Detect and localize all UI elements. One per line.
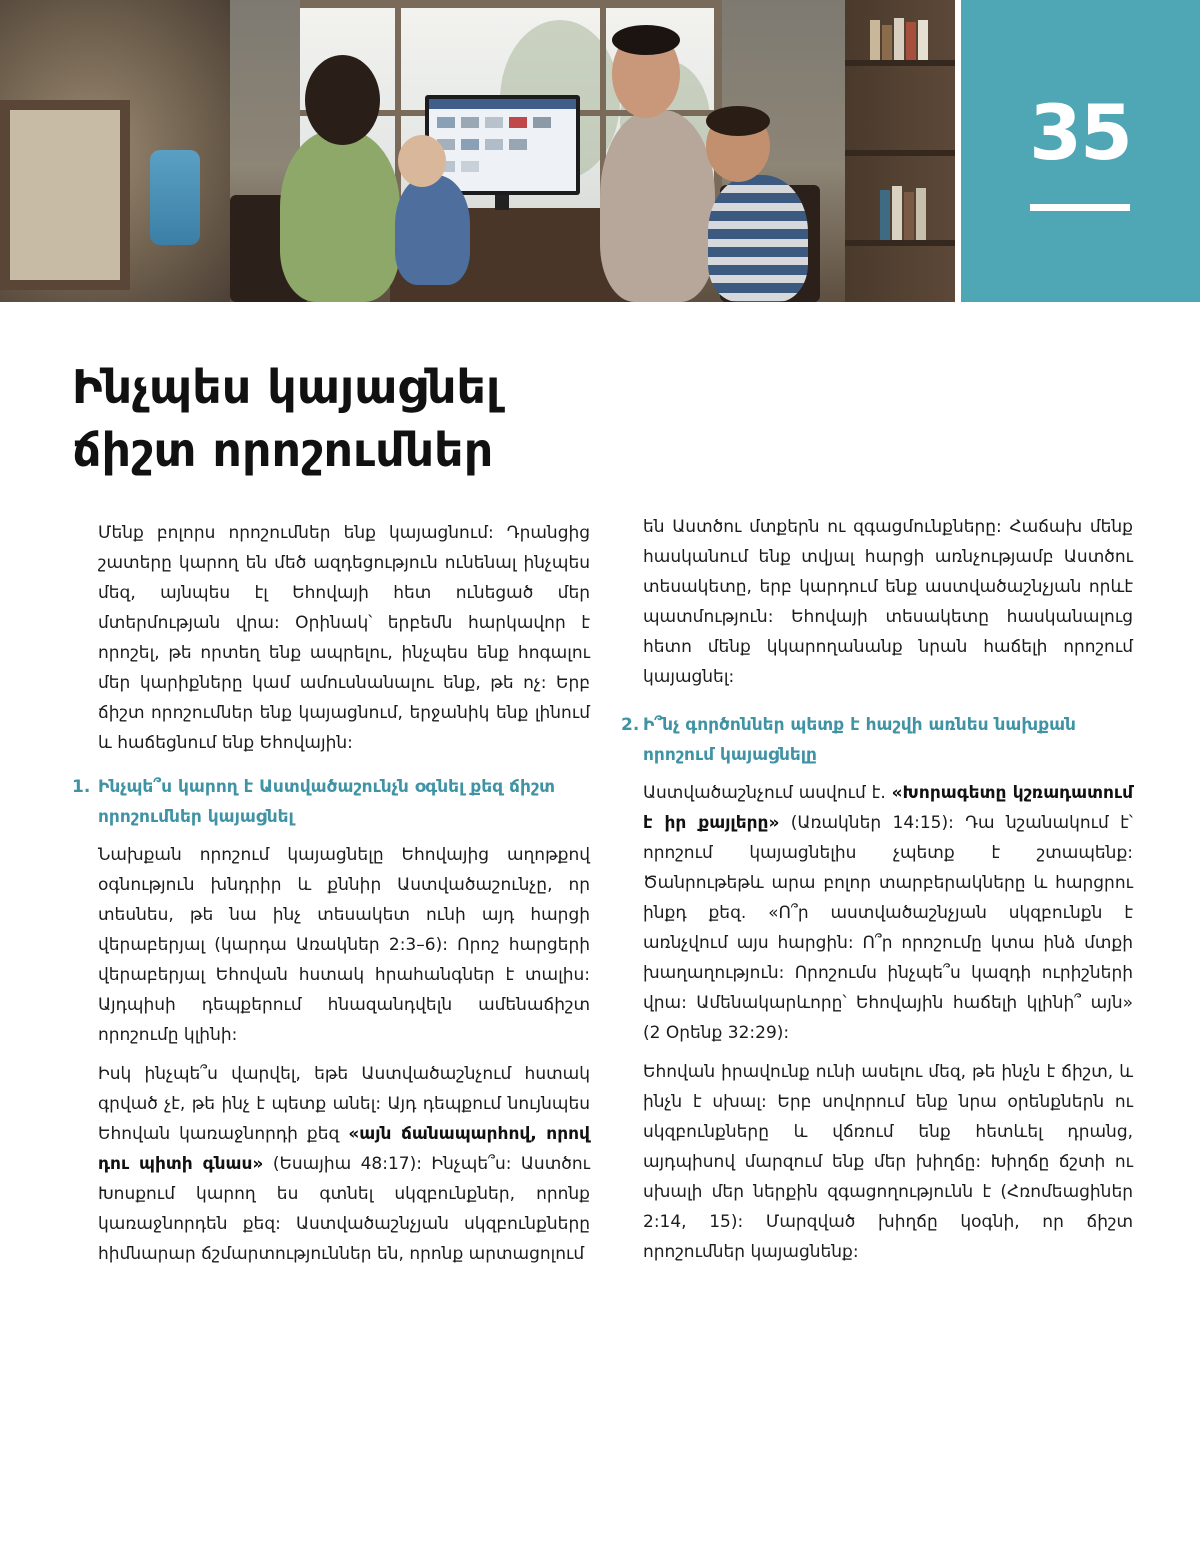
father-figure — [600, 110, 715, 302]
section-1-heading — [72, 772, 590, 832]
section-1-heading-text: Ինչպե՞ս կարող է Աստվածաշունչն օգնել քեզ ճիշտ որոշումներ կայացնել — [98, 777, 556, 827]
scripture-quote-proverbs: «Խորագետը կշռադատում է իր քայլերը» — [643, 783, 1134, 833]
section-1-paragraph-2 — [98, 1059, 590, 1269]
right-column — [621, 512, 1134, 1276]
section-1-number: 1. — [72, 777, 91, 797]
section-2-heading-text: Ի՞նչ գործոններ պետք է հաշվի առնես նախքան որոշում կայացնելը — [643, 715, 1076, 765]
sippy-cup — [150, 150, 200, 245]
section-2-heading — [621, 710, 1133, 770]
boy-figure — [708, 175, 808, 302]
intro-paragraph: Մենք բոլորս որոշումներ ենք կայացնում: Դրանցից շատերը կարող են մեծ ազդեցություն ունենալ ինչպես մեզ, այնպես էլ Եհովայի հետ ունեցած մեր մտերմության վրա: Օրինակ՝ երբեմն հարկավոր է որոշել, թե որտեղ ենք ապրելու, ինչպես ենք հոգալու մեր կարիքները կամ ամուսնանալու ենք, թե ոչ: Երբ ճիշտ որոշումներ ենք կայացնում, երջանիկ ենք լինում և հաճեցնում ենք Եհովային: — [98, 523, 590, 753]
section-2-number: 2. — [621, 715, 640, 735]
page-title — [72, 356, 692, 482]
title-line-2: ճիշտ որոշումներ — [72, 423, 494, 477]
left-column — [72, 518, 590, 1278]
mother-figure — [280, 130, 400, 302]
baby-figure — [395, 175, 470, 285]
lesson-number: 35 — [1029, 88, 1131, 177]
section-2-paragraph-2: Եհովան իրավունք ունի ասելու մեզ, թե ինչն է ճիշտ, և ինչն է սխալ: Երբ սովորում ենք նրա օրենքներն ու սկզբունքները և վճռում ենք հետևել դրանց, այդպիսով մարզում ենք մեր խիղճը: Խիղճը ճշտի ու սխալի մեր ներքին զգացողությունն է (Հռոմեացիներ 2:14, 15): Մարզված խիղճը կօգնի, որ ճիշտ որոշումներ կայացնենք: — [643, 1062, 1133, 1262]
hero-photo — [0, 0, 955, 302]
section-2-paragraph-1 — [643, 778, 1133, 1048]
section-1-paragraph-1: Նախքան որոշում կայացնելը Եհովայից աղոթքով օգնություն խնդրիր և քննիր Աստվածաշունչը, որ տեսնես, թե նա ինչ տեսակետ ունի այդ հարցի վերաբերյալ (կարդա Առակներ 2:3–6): Որոշ հարցերի վերաբերյալ Եհովան հստակ հրահանգներ է տալիս: Այդպիսի դեպքերում հնազանդվելն ամենաճիշտ որոշումը կլինի: — [98, 845, 590, 1045]
section-1-paragraph-2-continued: են Աստծու մտքերն ու զգացմունքները: Հաճախ մենք հասկանում ենք տվյալ հարցի առնչությամբ Աստծու տեսակետը, երբ կարդում ենք աստվածաշնչյան որևէ պատմություն: Եհովայի տեսակետը հասկանալուց հետո մենք կկարողանանք նրան հաճելի որոշում կայացնել: — [643, 517, 1133, 687]
picture-frame — [0, 100, 130, 290]
section-2-paragraph-1-end: (Առակներ 14:15): Դա նշանակում է՝ որոշում կայացնելիս չպետք է շտապենք: Ծանրութեթև արա բոլոր տարբերակները և հարցրու ինքդ քեզ. «Ո՞ր աստվածաշնչյան սկզբունքն է առնչվում այս հարցին: Ո՞ր որոշումը կտա ինձ մտքի խաղաղություն: Որոշումս ինչպե՞ս կազդի ուրիշների վրա: Ամենակարևորը՝ Եհովային հաճելի կլինի՞ այն» (2 Օրենք 32:29): — [643, 813, 1133, 1043]
title-line-1: Ինչպես կայացնել — [72, 360, 501, 414]
section-1-paragraph-2-start: Իսկ ինչպե՞ս վարվել, եթե Աստվածաշնչում հստակ գրված չէ, թե ինչ է պետք անել: Այդ դեպքում նույնպես Եհովան կառաջնորդի քեզ — [98, 1064, 590, 1144]
lesson-number-underline — [1030, 204, 1130, 211]
section-2-paragraph-1-start: Աստվածաշնչում ասվում է. — [643, 783, 892, 803]
scripture-quote-isaiah: «այն ճանապարհով, որով դու պիտի գնաս» — [98, 1124, 590, 1174]
section-1-paragraph-2-end: (Եսայիա 48:17): Ինչպե՞ս: Աստծու Խոսքում կարող ես գտնել սկզբունքներ, որոնք կառաջնորդեն քեզ: Աստվածաշնչյան սկզբունքները հիմնարար ճշմարտություններ են, որոնք արտացոլում — [98, 1154, 590, 1264]
